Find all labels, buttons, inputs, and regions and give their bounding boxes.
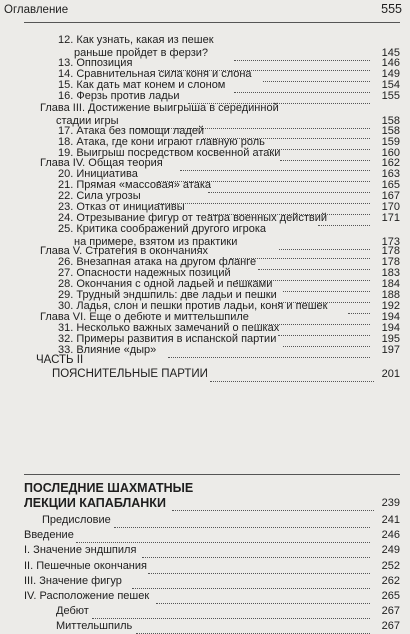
toc-entry-page: 192 <box>381 300 400 313</box>
lectures-leader <box>172 496 374 511</box>
page-header <box>0 0 410 22</box>
toc-entry-label: 21. Прямая «массовая» атака <box>58 178 211 191</box>
header-rule <box>24 22 400 23</box>
toc-entry-page: 197 <box>381 344 400 356</box>
toc-entry-label: I. Значение эндшпиля <box>24 544 137 557</box>
toc-entry-label: 18. Атака, где кони играют главную роль <box>58 136 265 149</box>
toc-entry-label: 14. Сравнительная сила коня и слона <box>58 67 252 80</box>
toc-entry-page: 178 <box>381 256 400 269</box>
toc-entry-label: Глава IV. Общая теория <box>40 157 163 170</box>
dot-leader <box>168 343 370 358</box>
toc-entry-page: 241 <box>381 514 400 526</box>
toc-entry-label: 20. Инициатива <box>58 168 138 181</box>
section-title: Оглавление <box>4 4 69 16</box>
toc-entry-page: 167 <box>381 189 400 202</box>
toc-entry-page: 178 <box>381 245 400 258</box>
toc-entry-label: 31. Несколько важных замечаний о пешках <box>58 322 280 335</box>
toc-entry-label: IV. Расположение пешек <box>24 590 150 602</box>
toc-entry-label: стадии игры <box>56 114 119 127</box>
toc-entry-label: 33. Влияние «дыр» <box>58 344 157 356</box>
toc-entry-page: 173 <box>381 235 400 248</box>
toc-entry-label: 30. Ладья, слон и пешки против ладьи, коня и пешек <box>58 300 328 313</box>
toc-entry-page: 160 <box>381 147 400 160</box>
toc-entry-page: 162 <box>381 157 400 170</box>
toc-entry-page: 194 <box>381 311 400 324</box>
toc-entry-label: 22. Сила угрозы <box>58 189 141 202</box>
toc-entry-label: на примере, взятом из практики <box>74 235 238 248</box>
toc-entry-page: 265 <box>381 590 400 602</box>
toc-entry-label: 25. Критика соображений другого игрока <box>58 222 267 235</box>
toc-entry-label: II. Пешечные окончания <box>24 559 147 572</box>
toc-entry-label: 27. Опасности надежных позиций <box>58 266 231 279</box>
dot-leader <box>132 574 370 589</box>
toc-entry-page: 158 <box>381 114 400 127</box>
toc-entry-label: 26. Внезапная атака на другом фланге <box>58 256 257 269</box>
toc-entry-label: Миттельшпиль <box>56 620 133 633</box>
toc-entry-label: Глава VI. Еще о дебюте и миттельшпиле <box>40 311 249 324</box>
part-page: 201 <box>381 368 400 380</box>
lectures-page: 239 <box>381 497 400 509</box>
part-heading: ЧАСТЬ II <box>36 354 84 366</box>
toc-entry-page: 267 <box>381 605 400 618</box>
toc-entry-label: 28. Окончания с одной ладьей и пешками <box>58 277 273 290</box>
toc-entry-page: 145 <box>381 47 400 59</box>
toc-entry-label: III. Значение фигур <box>24 574 122 587</box>
toc-entry-page: 195 <box>381 333 400 346</box>
toc-entry-label: Введение <box>24 529 74 542</box>
dot-leader <box>114 513 370 528</box>
toc-entry-page: 163 <box>381 168 400 181</box>
toc-entry-label: раньше пройдет в ферзи? <box>74 47 209 59</box>
toc-entry-label: Дебют <box>56 605 89 618</box>
toc-entry-page: 183 <box>381 266 400 279</box>
toc-entry-page: 194 <box>381 322 400 335</box>
toc-entry-label: 29. Трудный эндшпиль: две ладьи и пешки <box>58 288 277 301</box>
toc-entry-page: 184 <box>381 277 400 290</box>
toc-entry-label: 19. Выигрыш посредством косвенной атаки <box>58 147 281 160</box>
dot-leader <box>142 543 370 558</box>
lectures-subtitle: ЛЕКЦИИ КАПАБЛАНКИ <box>24 496 166 510</box>
dot-leader <box>92 604 370 619</box>
toc-entry-label: Глава III. Достижение выигрыша в серединной <box>40 101 279 114</box>
toc-entry-label: Предисловие <box>42 514 111 526</box>
dot-leader <box>76 528 370 543</box>
toc-entry-label: 16. Ферзь против ладьи <box>58 90 180 103</box>
toc-entry-page: 154 <box>381 79 400 92</box>
toc-entry-label: 13. Оппозиция <box>58 56 133 69</box>
toc-entry-label: 15. Как дать мат конем и слоном <box>58 79 226 92</box>
toc-entry-page: 165 <box>381 178 400 191</box>
toc-entry-label: Глава V. Стратегия в окончаниях <box>40 245 209 258</box>
toc-entry-page: 170 <box>381 200 400 213</box>
toc-entry-page: 249 <box>381 544 400 557</box>
divider <box>24 474 400 475</box>
part-subtitle: ПОЯСНИТЕЛЬНЫЕ ПАРТИИ <box>52 368 208 380</box>
toc-entry-label: 12. Как узнать, какая из пешек <box>58 34 214 46</box>
toc-entry-page: 149 <box>381 67 400 80</box>
toc-entry-page: 252 <box>381 559 400 572</box>
part-leader <box>210 367 374 382</box>
toc-entry-page: 171 <box>381 211 400 224</box>
toc-entry-page: 188 <box>381 288 400 301</box>
toc-entry-label: 32. Примеры развития в испанской партии <box>58 333 277 346</box>
toc-entry-page: 158 <box>381 125 400 138</box>
dot-leader <box>136 619 370 634</box>
toc-entry-page: 267 <box>381 620 400 633</box>
page-number: 555 <box>381 2 402 16</box>
lectures-heading: ПОСЛЕДНИЕ ШАХМАТНЫЕ <box>24 481 194 495</box>
toc-entry-page: 159 <box>381 136 400 149</box>
toc-entry-page: 262 <box>381 574 400 587</box>
toc-entry-label: 24. Отрезывание фигур от театра военных действий <box>58 211 328 224</box>
toc-entry-page: 155 <box>381 90 400 103</box>
toc-entry-label: 17. Атака без помощи ладей <box>58 125 205 138</box>
toc-entry-page: 146 <box>381 56 400 69</box>
dot-leader <box>318 211 370 226</box>
dot-leader <box>148 559 370 574</box>
toc-entry-label: 23. Отказ от инициативы <box>58 200 185 213</box>
toc-entry-page: 246 <box>381 529 400 542</box>
dot-leader <box>156 589 370 604</box>
